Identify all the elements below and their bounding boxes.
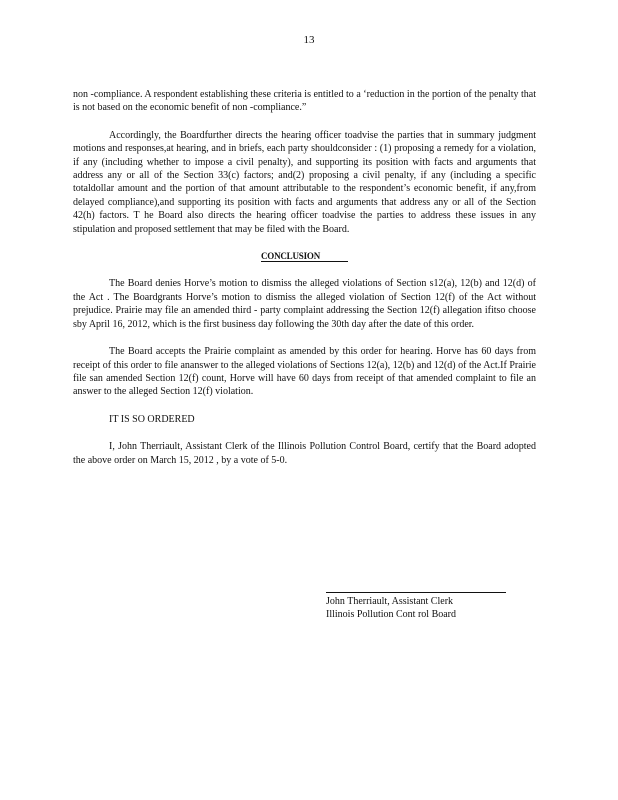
- signature-block: [326, 592, 506, 621]
- page-number: 13: [303, 34, 315, 46]
- paragraph-certification: I, John Therriault, Assistant Clerk of the Illinois Pollution Control Board, certify that the Board adopted the above order on March 15, 2012 , by a vote of 5-0.: [73, 441, 536, 466]
- paragraph-complaint-accepted: The Board accepts the Prairie complaint as amended by this order for hearing. Horve has 60 days from receipt of this order to file ananswer to the alleged violations of Sections 12(a), 12(b) and 12(d) of the Act.If Prairie file san amended Section 12(f) count, Horve will have 60 days from receipt of that amended complaint to file an answer to the alleged Section 12(f) violation.: [73, 346, 536, 398]
- document-body: [73, 88, 536, 481]
- section-heading-text: CONCLUSION: [261, 251, 348, 262]
- signer-organization: Illinois Pollution Cont rol Board: [326, 609, 457, 620]
- paragraph-motion-ruling: The Board denies Horve’s motion to dismiss the alleged violations of Section s12(a), 12(b) and 12(d) of the Act . The Boardgrants Horve’s motion to dismiss the alleged violation of Section 12(f) of the Act without prejudice. Prairie may file an amended third - party complaint addressing the Section 12(f) allegation ifitso choose sby April 16, 2012, which is the first business day following the 30th day after the date of this order.: [73, 278, 536, 330]
- section-heading: [73, 250, 536, 263]
- signature-line: [326, 592, 506, 593]
- order-statement: IT IS SO ORDERED: [109, 413, 195, 425]
- paragraph-penalty-reduction: non -compliance. A respondent establishing these criteria is entitled to a ‘reduction in the portion of the penalty that is not based on the economic benefit of non -compliance.”: [73, 89, 536, 114]
- paragraph-hearing-directions: Accordingly, the Boardfurther directs the hearing officer toadvise the parties that in summary judgment motions and responses,at hearing, and in briefs, each party shouldconsider : (1) proposing a remedy for a violation, if any (including whether to impose a civil penalty), and supporting its position with facts and arguments that address any or all of the Section 33(c) factors; and(2) proposing a civil penalty, if any (including a specific totaldollar amount and the portion of that amount attributable to the respondent’s economic benefit, if any,from delayed compliance),and supporting its position with facts and arguments that address any or all of the Section 42(h) factors. T he Board also directs the hearing officer toadvise the parties to address these issues in any stipulation and proposed settlement that may be filed with the Board.: [73, 129, 536, 235]
- signer-name: John Therriault, Assistant Clerk: [326, 596, 454, 607]
